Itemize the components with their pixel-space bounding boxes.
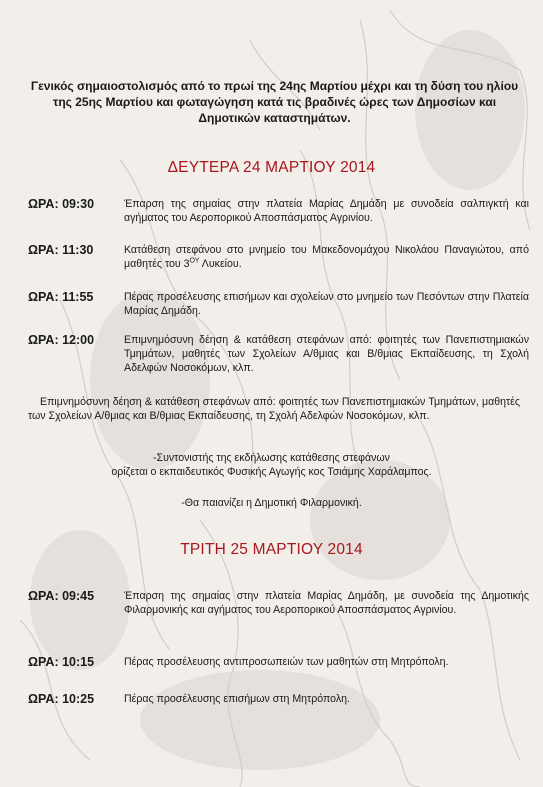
event-description: Πέρας προσέλευσης επισήμων στη Μητρόπολη. — [124, 693, 350, 705]
event-text-superscript: ΟΥ — [189, 257, 200, 265]
day1-title: ΔΕΥΤΕΡΑ 24 ΜΑΡΤΙΟΥ 2014 — [167, 159, 376, 176]
event-time: ΩΡΑ: 10:25 — [28, 692, 95, 706]
coordinator-line: ορίζεται ο εκπαιδευτικός Φυσικής Αγωγής κος Τσιάμης Χαράλαμπος. — [111, 466, 432, 478]
intro-paragraph: Γενικός σημαιοστολισμός από το πρωί της 24ης Μαρτίου μέχρι και τη δύση του ηλίου της 25ης Μαρτίου και φωταγώγηση κατά τις βραδινές ώρες των Δημοσίων και Δημοτικών καταστημάτων. — [30, 79, 519, 125]
coordinator-line: -Συντονιστής της εκδήλωσης κατάθεσης στεφάνων — [153, 452, 390, 464]
event-description: Έπαρση της σημαίας στην πλατεία Μαρίας Δημάδη, με συνοδεία της Δημοτικής Φιλαρμονικής και αγήματος του Αεροπορικού Αποσπάσματος Αγρινίου. — [124, 590, 529, 616]
event-text-part: Κατάθεση στεφάνου στο μνημείο του Μακεδονομάχου Νικολάου Παναγιώτου, από μαθητές του 3 — [124, 244, 529, 270]
event-description — [124, 243, 529, 271]
event-time: ΩΡΑ: 11:55 — [28, 290, 94, 304]
event-time: ΩΡΑ: 09:45 — [28, 589, 95, 603]
event-description: Επιμνημόσυνη δέηση & κατάθεση στεφάνων από: φοιτητές των Πανεπιστημιακών Τμημάτων, μαθητές των Σχολείων Α/θμιας και Β/θμιας Εκπαίδευσης, τη Σχολή Αδελφών Νοσοκόμων, κλπ. — [124, 334, 529, 374]
event-description: Πέρας προσέλευσης αντιπροσωπειών των μαθητών στη Μητρόπολη. — [124, 656, 449, 668]
band-note: -Θα παιανίζει η Δημοτική Φιλαρμονική. — [181, 497, 362, 509]
event-time: ΩΡΑ: 09:30 — [28, 197, 95, 211]
day2-title: ΤΡΙΤΗ 25 ΜΑΡΤΙΟΥ 2014 — [180, 541, 363, 558]
wreath-paragraph: Επιμνημόσυνη δέηση & κατάθεση στεφάνων από: φοιτητές των Πανεπιστημιακών Τμημάτων, μαθητές των Σχολείων Α/θμιας και Β/θμιας Εκπαίδευσης, τη Σχολή Αδελφών Νοσοκόμων, κλπ. — [28, 396, 520, 422]
event-time: ΩΡΑ: 11:30 — [28, 243, 94, 257]
event-time: ΩΡΑ: 10:15 — [28, 655, 95, 669]
event-description: Έπαρση της σημαίας στην πλατεία Μαρίας Δημάδη με συνοδεία σαλπιγκτή και αγήματος του Αεροπορικού Αποσπάσματος Αγρινίου. — [124, 198, 529, 224]
event-description: Πέρας προσέλευσης επισήμων και σχολείων στο μνημείο των Πεσόντων στην Πλατεία Μαρίας Δημάδη. — [124, 291, 529, 317]
event-time: ΩΡΑ: 12:00 — [28, 333, 95, 347]
event-text-part: Λυκείου. — [199, 258, 242, 270]
